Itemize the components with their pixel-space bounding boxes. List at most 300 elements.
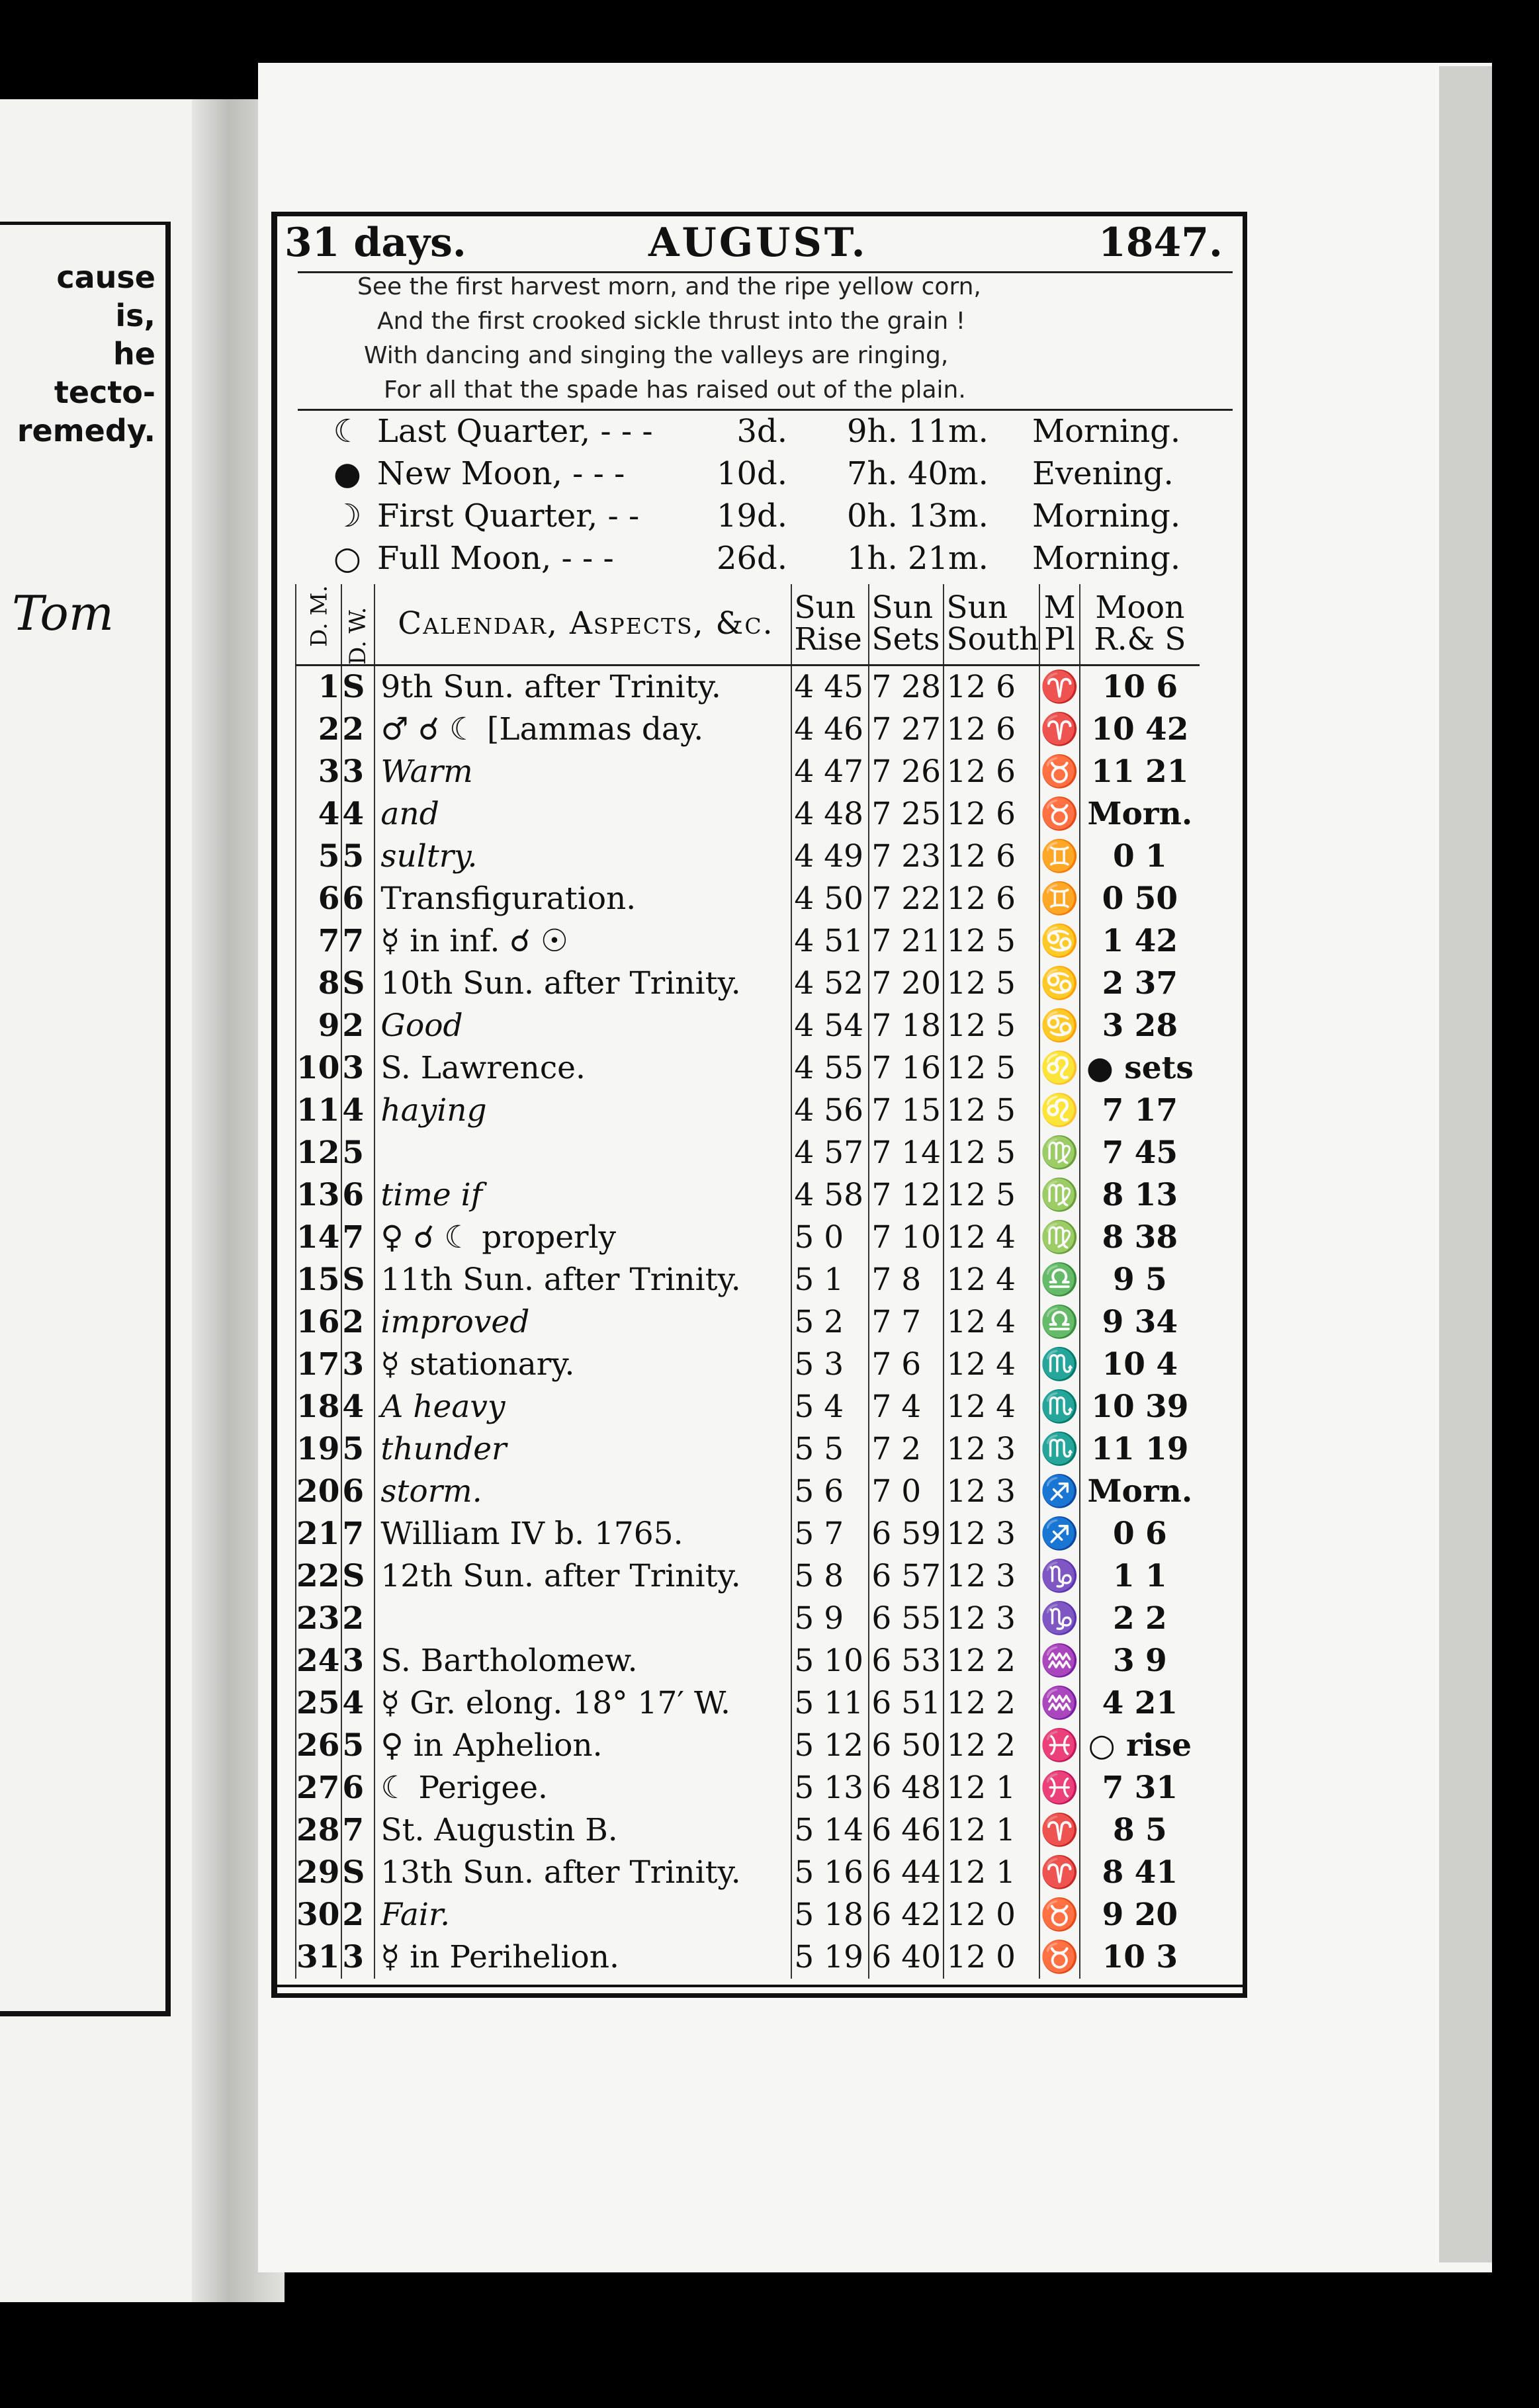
table-row bbox=[296, 920, 1200, 963]
sun-sets: 6 57 bbox=[869, 1555, 944, 1598]
moon-rise-set: 1 1 bbox=[1080, 1555, 1200, 1598]
day-of-week: 5 bbox=[341, 1428, 374, 1471]
moon-rise-set: 7 45 bbox=[1080, 1132, 1200, 1174]
table-row bbox=[296, 1513, 1200, 1555]
table-row bbox=[296, 1005, 1200, 1047]
day-of-week: 2 bbox=[341, 1301, 374, 1344]
sun-sets: 7 28 bbox=[869, 665, 944, 709]
day-of-week: 5 bbox=[341, 1132, 374, 1174]
sun-sets: 7 21 bbox=[869, 920, 944, 963]
sun-south: 12 5 bbox=[944, 1005, 1039, 1047]
poem-line: See the first harvest morn, and the ripe yellow corn, bbox=[357, 273, 981, 300]
sun-rise: 4 49 bbox=[791, 836, 869, 878]
handwritten-fragment: Tom bbox=[12, 585, 114, 641]
sun-south: 12 4 bbox=[944, 1301, 1039, 1344]
table-row bbox=[296, 1471, 1200, 1513]
moon-rise-set: 11 19 bbox=[1080, 1428, 1200, 1471]
sun-south: 12 6 bbox=[944, 665, 1039, 709]
moon-rise-set: 10 4 bbox=[1080, 1344, 1200, 1386]
moon-place: ♑ bbox=[1039, 1555, 1080, 1598]
sun-south: 12 5 bbox=[944, 1174, 1039, 1217]
sun-rise: 4 52 bbox=[791, 963, 869, 1005]
day-of-week: S bbox=[341, 1555, 374, 1598]
day-of-week: 4 bbox=[341, 1090, 374, 1132]
sun-rise: 5 3 bbox=[791, 1344, 869, 1386]
sun-sets: 7 16 bbox=[869, 1047, 944, 1090]
sun-sets: 6 40 bbox=[869, 1936, 944, 1979]
sun-sets: 7 8 bbox=[869, 1259, 944, 1301]
sun-rise: 4 48 bbox=[791, 793, 869, 836]
moon-place: ♌ bbox=[1039, 1047, 1080, 1090]
moon-place: ♍ bbox=[1039, 1217, 1080, 1259]
poem-line: For all that the spade has raised out of the plain. bbox=[384, 376, 966, 404]
sun-sets: 7 15 bbox=[869, 1090, 944, 1132]
day-of-month: 2 bbox=[296, 709, 341, 751]
sun-sets: 6 51 bbox=[869, 1682, 944, 1725]
day-of-week: S bbox=[341, 1852, 374, 1894]
moon-phase-row bbox=[331, 452, 1244, 495]
moon-rise-set: 8 38 bbox=[1080, 1217, 1200, 1259]
moon-rise-set: 2 2 bbox=[1080, 1598, 1200, 1640]
sun-rise: 4 47 bbox=[791, 751, 869, 793]
sun-rise: 5 11 bbox=[791, 1682, 869, 1725]
moon-rise-set: 7 17 bbox=[1080, 1090, 1200, 1132]
calendar-entry: 11th Sun. after Trinity. bbox=[374, 1259, 791, 1301]
moon-place: ♎ bbox=[1039, 1301, 1080, 1344]
table-row bbox=[296, 665, 1200, 709]
phase-day: 3d. bbox=[736, 413, 787, 450]
day-of-month: 23 bbox=[296, 1598, 341, 1640]
calendar-entry: sultry. bbox=[374, 836, 791, 878]
sun-rise: 5 18 bbox=[791, 1894, 869, 1936]
left-page-frame bbox=[0, 222, 171, 2016]
sun-rise: 5 6 bbox=[791, 1471, 869, 1513]
sun-rise: 5 9 bbox=[791, 1598, 869, 1640]
moon-rise-set: 8 13 bbox=[1080, 1174, 1200, 1217]
moon-place: ♏ bbox=[1039, 1386, 1080, 1428]
day-of-week: 2 bbox=[341, 1005, 374, 1047]
left-page-text bbox=[13, 258, 155, 450]
sun-sets: 7 7 bbox=[869, 1301, 944, 1344]
day-of-week: 2 bbox=[341, 1598, 374, 1640]
poem bbox=[311, 270, 1237, 408]
sun-south: 12 4 bbox=[944, 1259, 1039, 1301]
table-row bbox=[296, 1217, 1200, 1259]
calendar-entry: ☿ Gr. elong. 18° 17′ W. bbox=[374, 1682, 791, 1725]
table-row bbox=[296, 1809, 1200, 1852]
sun-rise: 5 5 bbox=[791, 1428, 869, 1471]
phase-time: 0h. 13m. bbox=[847, 497, 989, 535]
moon-place: ♐ bbox=[1039, 1471, 1080, 1513]
sun-rise: 4 45 bbox=[791, 665, 869, 709]
bottom-rule bbox=[271, 1985, 1247, 1987]
day-of-month: 27 bbox=[296, 1767, 341, 1809]
sun-sets: 7 14 bbox=[869, 1132, 944, 1174]
day-of-month: 28 bbox=[296, 1809, 341, 1852]
moon-phase-row bbox=[331, 410, 1244, 452]
sun-sets: 7 18 bbox=[869, 1005, 944, 1047]
table-row bbox=[296, 1852, 1200, 1894]
calendar-entry: A heavy bbox=[374, 1386, 791, 1428]
phase-time: 1h. 21m. bbox=[847, 540, 989, 577]
day-of-week: 6 bbox=[341, 878, 374, 920]
day-of-month: 16 bbox=[296, 1301, 341, 1344]
moon-rise-set: 8 41 bbox=[1080, 1852, 1200, 1894]
calendar-entry: time if bbox=[374, 1174, 791, 1217]
day-of-week: 4 bbox=[341, 1682, 374, 1725]
moon-place: ♋ bbox=[1039, 920, 1080, 963]
moon-place: ♐ bbox=[1039, 1513, 1080, 1555]
moon-place: ♊ bbox=[1039, 836, 1080, 878]
calendar-entry: Good bbox=[374, 1005, 791, 1047]
day-of-month: 11 bbox=[296, 1090, 341, 1132]
moon-rise-set: 11 21 bbox=[1080, 751, 1200, 793]
day-of-week: 7 bbox=[341, 1513, 374, 1555]
moon-rise-set: 10 39 bbox=[1080, 1386, 1200, 1428]
sun-rise: 5 16 bbox=[791, 1852, 869, 1894]
phase-day: 26d. bbox=[716, 540, 787, 577]
calendar-entry bbox=[374, 1132, 791, 1174]
moon-rise-set: 8 5 bbox=[1080, 1809, 1200, 1852]
sun-sets: 6 46 bbox=[869, 1809, 944, 1852]
moon-place: ♒ bbox=[1039, 1640, 1080, 1682]
sun-south: 12 3 bbox=[944, 1598, 1039, 1640]
moon-rise-set: Morn. bbox=[1080, 1471, 1200, 1513]
sun-rise: 5 10 bbox=[791, 1640, 869, 1682]
day-of-month: 30 bbox=[296, 1894, 341, 1936]
moon-place: ♉ bbox=[1039, 751, 1080, 793]
phase-day: 19d. bbox=[716, 497, 787, 535]
moon-rise-set: 9 34 bbox=[1080, 1301, 1200, 1344]
table-row bbox=[296, 878, 1200, 920]
day-of-month: 21 bbox=[296, 1513, 341, 1555]
calendar-entry: ♀ in Aphelion. bbox=[374, 1725, 791, 1767]
col-moon-place: M Pl bbox=[1039, 584, 1080, 665]
table-row bbox=[296, 1682, 1200, 1725]
calendar-entry: 10th Sun. after Trinity. bbox=[374, 963, 791, 1005]
sun-rise: 4 50 bbox=[791, 878, 869, 920]
phase-name: Full Moon, - - - bbox=[377, 540, 614, 577]
day-of-week: 3 bbox=[341, 1047, 374, 1090]
moon-place: ♉ bbox=[1039, 793, 1080, 836]
month-title: AUGUST. bbox=[648, 220, 868, 266]
day-of-month: 4 bbox=[296, 793, 341, 836]
table-row bbox=[296, 751, 1200, 793]
sun-rise: 5 19 bbox=[791, 1936, 869, 1979]
table-row bbox=[296, 1725, 1200, 1767]
col-sun-rise: Sun Rise bbox=[791, 584, 869, 665]
table-row bbox=[296, 1428, 1200, 1471]
sun-sets: 7 12 bbox=[869, 1174, 944, 1217]
sun-south: 12 6 bbox=[944, 709, 1039, 751]
day-of-month: 10 bbox=[296, 1047, 341, 1090]
day-of-month: 26 bbox=[296, 1725, 341, 1767]
sun-sets: 6 42 bbox=[869, 1894, 944, 1936]
moon-place: ♈ bbox=[1039, 1852, 1080, 1894]
table-row bbox=[296, 1047, 1200, 1090]
day-of-week: 3 bbox=[341, 1640, 374, 1682]
day-of-month: 17 bbox=[296, 1344, 341, 1386]
day-of-month: 5 bbox=[296, 836, 341, 878]
table-row bbox=[296, 1555, 1200, 1598]
sun-south: 12 2 bbox=[944, 1725, 1039, 1767]
day-of-week: 5 bbox=[341, 1725, 374, 1767]
sun-sets: 6 44 bbox=[869, 1852, 944, 1894]
calendar-entry: St. Augustin B. bbox=[374, 1809, 791, 1852]
sun-rise: 5 2 bbox=[791, 1301, 869, 1344]
calendar-entry: ♀ ☌ ☾ properly bbox=[374, 1217, 791, 1259]
moon-place: ♈ bbox=[1039, 709, 1080, 751]
sun-sets: 6 55 bbox=[869, 1598, 944, 1640]
moon-phase-row bbox=[331, 495, 1244, 537]
sun-south: 12 6 bbox=[944, 836, 1039, 878]
moon-rise-set: 7 31 bbox=[1080, 1767, 1200, 1809]
calendar-entry: ☿ in Perihelion. bbox=[374, 1936, 791, 1979]
moon-rise-set: ○ rise bbox=[1080, 1725, 1200, 1767]
table-row bbox=[296, 1894, 1200, 1936]
sun-sets: 6 53 bbox=[869, 1640, 944, 1682]
sun-sets: 6 50 bbox=[869, 1725, 944, 1767]
day-of-week: 3 bbox=[341, 1936, 374, 1979]
phase-time: 9h. 11m. bbox=[847, 413, 989, 450]
phase-period: Morning. bbox=[1032, 540, 1181, 577]
moon-phases bbox=[331, 410, 1244, 580]
day-of-week: 6 bbox=[341, 1767, 374, 1809]
sun-rise: 4 51 bbox=[791, 920, 869, 963]
sun-south: 12 0 bbox=[944, 1936, 1039, 1979]
col-moon-rise-set: Moon R.& S bbox=[1080, 584, 1200, 665]
day-of-month: 1 bbox=[296, 665, 341, 709]
moon-place: ♍ bbox=[1039, 1174, 1080, 1217]
moon-rise-set: 9 5 bbox=[1080, 1259, 1200, 1301]
table-row bbox=[296, 1936, 1200, 1979]
sun-rise: 4 54 bbox=[791, 1005, 869, 1047]
phase-period: Morning. bbox=[1032, 413, 1181, 450]
col-day-week: D. W. bbox=[341, 584, 374, 665]
moon-place: ♌ bbox=[1039, 1090, 1080, 1132]
poem-line: With dancing and singing the valleys are ringing, bbox=[364, 342, 949, 369]
sun-south: 12 4 bbox=[944, 1217, 1039, 1259]
sun-sets: 6 48 bbox=[869, 1767, 944, 1809]
year: 1847. bbox=[1098, 220, 1223, 266]
moon-rise-set: 9 20 bbox=[1080, 1894, 1200, 1936]
calendar-entry: Warm bbox=[374, 751, 791, 793]
sun-sets: 7 20 bbox=[869, 963, 944, 1005]
sun-south: 12 1 bbox=[944, 1809, 1039, 1852]
sun-rise: 5 14 bbox=[791, 1809, 869, 1852]
day-of-month: 29 bbox=[296, 1852, 341, 1894]
day-of-month: 13 bbox=[296, 1174, 341, 1217]
day-of-month: 22 bbox=[296, 1555, 341, 1598]
moon-rise-set: 3 9 bbox=[1080, 1640, 1200, 1682]
day-of-week: 4 bbox=[341, 1386, 374, 1428]
sun-sets: 7 23 bbox=[869, 836, 944, 878]
left-line: remedy. bbox=[17, 413, 155, 449]
phase-time: 7h. 40m. bbox=[847, 455, 989, 492]
moon-rise-set: 0 1 bbox=[1080, 836, 1200, 878]
sun-south: 12 6 bbox=[944, 751, 1039, 793]
table-row bbox=[296, 793, 1200, 836]
sun-rise: 5 7 bbox=[791, 1513, 869, 1555]
sun-rise: 4 58 bbox=[791, 1174, 869, 1217]
table-row bbox=[296, 1767, 1200, 1809]
sun-south: 12 0 bbox=[944, 1894, 1039, 1936]
day-of-month: 7 bbox=[296, 920, 341, 963]
day-of-week: S bbox=[341, 963, 374, 1005]
moon-rise-set: 10 42 bbox=[1080, 709, 1200, 751]
moon-place: ♏ bbox=[1039, 1428, 1080, 1471]
moon-phase-icon: ☾ bbox=[333, 413, 362, 450]
almanac-table bbox=[295, 584, 1200, 1979]
calendar-entry: 12th Sun. after Trinity. bbox=[374, 1555, 791, 1598]
day-of-month: 18 bbox=[296, 1386, 341, 1428]
day-of-week: S bbox=[341, 1259, 374, 1301]
col-calendar: Calendar, Aspects, &c. bbox=[374, 584, 791, 665]
sun-rise: 4 57 bbox=[791, 1132, 869, 1174]
day-of-week: 7 bbox=[341, 1217, 374, 1259]
table-row bbox=[296, 1301, 1200, 1344]
phase-name: Last Quarter, - - - bbox=[377, 413, 653, 450]
left-line: cause is, bbox=[56, 259, 155, 333]
moon-rise-set: 0 50 bbox=[1080, 878, 1200, 920]
calendar-entry: Fair. bbox=[374, 1894, 791, 1936]
day-of-week: 2 bbox=[341, 709, 374, 751]
day-of-month: 15 bbox=[296, 1259, 341, 1301]
moon-rise-set: 10 6 bbox=[1080, 665, 1200, 709]
phase-name: New Moon, - - - bbox=[377, 455, 625, 492]
phase-name: First Quarter, - - bbox=[377, 497, 640, 535]
sun-sets: 7 26 bbox=[869, 751, 944, 793]
moon-rise-set: 4 21 bbox=[1080, 1682, 1200, 1725]
day-of-month: 24 bbox=[296, 1640, 341, 1682]
sun-south: 12 2 bbox=[944, 1640, 1039, 1682]
day-of-week: 3 bbox=[341, 751, 374, 793]
moon-place: ♎ bbox=[1039, 1259, 1080, 1301]
sun-south: 12 5 bbox=[944, 963, 1039, 1005]
day-of-month: 6 bbox=[296, 878, 341, 920]
calendar-entry: ♂ ☌ ☾ [Lammas day. bbox=[374, 709, 791, 751]
sun-south: 12 3 bbox=[944, 1513, 1039, 1555]
table-row bbox=[296, 836, 1200, 878]
day-of-week: 4 bbox=[341, 793, 374, 836]
calendar-entry bbox=[374, 1598, 791, 1640]
table-row bbox=[296, 1386, 1200, 1428]
sun-south: 12 3 bbox=[944, 1471, 1039, 1513]
sun-sets: 7 0 bbox=[869, 1471, 944, 1513]
sun-sets: 7 6 bbox=[869, 1344, 944, 1386]
sun-rise: 5 8 bbox=[791, 1555, 869, 1598]
day-of-month: 25 bbox=[296, 1682, 341, 1725]
sun-rise: 4 55 bbox=[791, 1047, 869, 1090]
moon-place: ♊ bbox=[1039, 878, 1080, 920]
moon-phase-icon: ○ bbox=[333, 540, 361, 577]
calendar-entry: and bbox=[374, 793, 791, 836]
phase-period: Evening. bbox=[1032, 455, 1174, 492]
sun-south: 12 6 bbox=[944, 878, 1039, 920]
calendar-entry: haying bbox=[374, 1090, 791, 1132]
day-of-week: 6 bbox=[341, 1471, 374, 1513]
moon-place: ♈ bbox=[1039, 1809, 1080, 1852]
calendar-entry: thunder bbox=[374, 1428, 791, 1471]
moon-place: ♋ bbox=[1039, 963, 1080, 1005]
moon-rise-set: 10 3 bbox=[1080, 1936, 1200, 1979]
day-of-week: 7 bbox=[341, 1809, 374, 1852]
sun-rise: 5 0 bbox=[791, 1217, 869, 1259]
moon-place: ♏ bbox=[1039, 1344, 1080, 1386]
sun-south: 12 5 bbox=[944, 920, 1039, 963]
calendar-entry: William IV b. 1765. bbox=[374, 1513, 791, 1555]
moon-place: ♍ bbox=[1039, 1132, 1080, 1174]
moon-place: ♓ bbox=[1039, 1725, 1080, 1767]
moon-place: ♒ bbox=[1039, 1682, 1080, 1725]
sun-rise: 5 12 bbox=[791, 1725, 869, 1767]
sun-rise: 4 46 bbox=[791, 709, 869, 751]
sun-rise: 5 1 bbox=[791, 1259, 869, 1301]
day-of-week: 7 bbox=[341, 920, 374, 963]
moon-place: ♉ bbox=[1039, 1894, 1080, 1936]
sun-south: 12 4 bbox=[944, 1386, 1039, 1428]
poem-line: And the first crooked sickle thrust into the grain ! bbox=[377, 308, 966, 335]
calendar-entry: S. Lawrence. bbox=[374, 1047, 791, 1090]
moon-phase-row bbox=[331, 537, 1244, 580]
table-row bbox=[296, 1640, 1200, 1682]
sun-south: 12 4 bbox=[944, 1344, 1039, 1386]
day-of-week: 2 bbox=[341, 1894, 374, 1936]
calendar-entry: S. Bartholomew. bbox=[374, 1640, 791, 1682]
sun-south: 12 1 bbox=[944, 1852, 1039, 1894]
phase-period: Morning. bbox=[1032, 497, 1181, 535]
calendar-entry: ☾ Perigee. bbox=[374, 1767, 791, 1809]
day-of-month: 9 bbox=[296, 1005, 341, 1047]
moon-place: ♈ bbox=[1039, 665, 1080, 709]
sun-sets: 7 27 bbox=[869, 709, 944, 751]
day-of-month: 8 bbox=[296, 963, 341, 1005]
moon-rise-set: 3 28 bbox=[1080, 1005, 1200, 1047]
moon-phase-icon: ☽ bbox=[333, 497, 362, 535]
col-sun-sets: Sun Sets bbox=[869, 584, 944, 665]
sun-sets: 6 59 bbox=[869, 1513, 944, 1555]
calendar-entry: storm. bbox=[374, 1471, 791, 1513]
sun-rise: 5 13 bbox=[791, 1767, 869, 1809]
almanac-page bbox=[271, 212, 1259, 1998]
day-of-week: 3 bbox=[341, 1344, 374, 1386]
day-of-month: 12 bbox=[296, 1132, 341, 1174]
day-of-month: 14 bbox=[296, 1217, 341, 1259]
sun-sets: 7 10 bbox=[869, 1217, 944, 1259]
table-row bbox=[296, 963, 1200, 1005]
sun-sets: 7 2 bbox=[869, 1428, 944, 1471]
moon-place: ♋ bbox=[1039, 1005, 1080, 1047]
sun-south: 12 3 bbox=[944, 1555, 1039, 1598]
sun-sets: 7 4 bbox=[869, 1386, 944, 1428]
sun-south: 12 5 bbox=[944, 1047, 1039, 1090]
day-of-month: 20 bbox=[296, 1471, 341, 1513]
days-count: 31 days. bbox=[285, 220, 466, 266]
table-row bbox=[296, 1344, 1200, 1386]
col-day-month: D. M. bbox=[296, 584, 341, 665]
table-row bbox=[296, 1598, 1200, 1640]
table-row bbox=[296, 709, 1200, 751]
sun-south: 12 1 bbox=[944, 1767, 1039, 1809]
sun-south: 12 6 bbox=[944, 793, 1039, 836]
col-sun-south: Sun South bbox=[944, 584, 1039, 665]
calendar-entry: ☿ stationary. bbox=[374, 1344, 791, 1386]
calendar-entry: 13th Sun. after Trinity. bbox=[374, 1852, 791, 1894]
moon-rise-set: ● sets bbox=[1080, 1047, 1200, 1090]
day-of-month: 3 bbox=[296, 751, 341, 793]
day-of-week: S bbox=[341, 665, 374, 709]
sun-south: 12 5 bbox=[944, 1090, 1039, 1132]
